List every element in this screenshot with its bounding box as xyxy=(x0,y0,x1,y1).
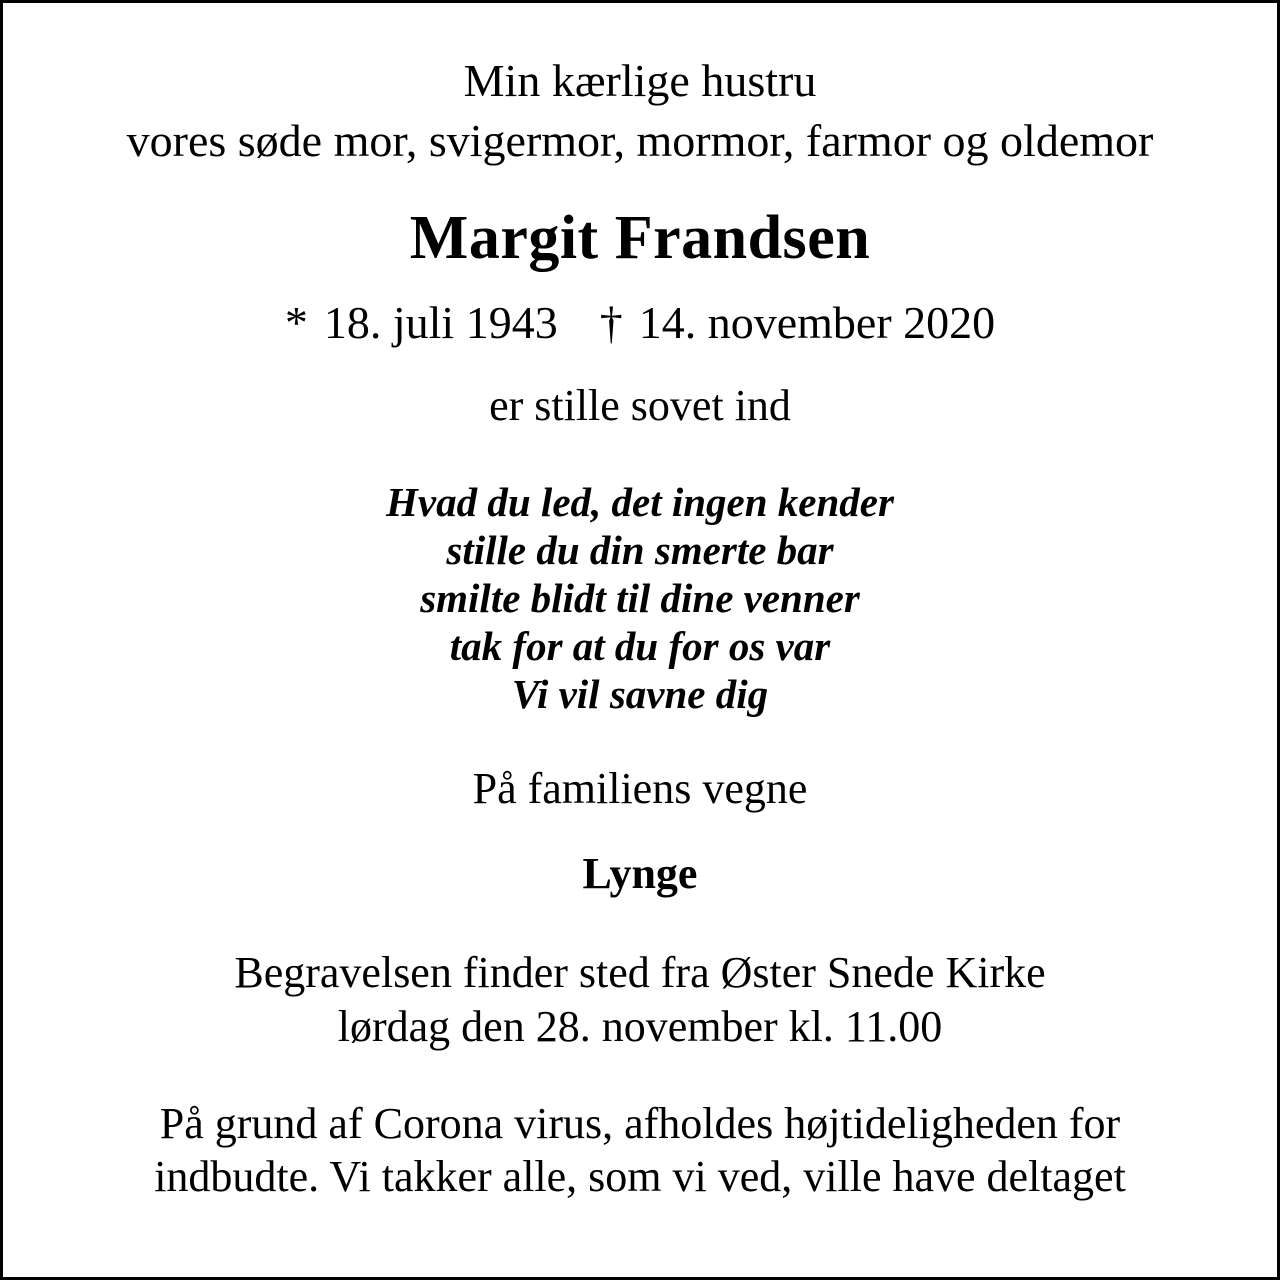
corona-notice-line-1: På grund af Corona virus, afholdes højtideligheden for xyxy=(159,1098,1121,1148)
life-dates-block xyxy=(285,297,995,349)
place-block xyxy=(583,849,698,898)
birth-date: 18. juli 1943 xyxy=(323,297,558,349)
corona-notice-line-2: indbudte. Vi takker alle, som vi ved, ville have deltaget xyxy=(154,1152,1126,1202)
passing-phrase-block xyxy=(489,381,791,430)
funeral-details-block xyxy=(234,944,1045,1051)
heading-line-1: Min kærlige hustru xyxy=(463,55,817,106)
family-statement-block xyxy=(473,764,808,813)
memorial-verse xyxy=(386,478,894,718)
verse-line: tak for at du for os var xyxy=(449,622,831,669)
funeral-location: Begravelsen finder sted fra Øster Snede Kirke xyxy=(234,948,1046,998)
verse-line: smilte blidt til dine venner xyxy=(420,575,860,622)
life-dates xyxy=(285,297,995,349)
heading-line-2: vores søde mor, svigermor, mormor, farmor og oldemor xyxy=(126,114,1154,166)
verse-line: Vi vil savne dig xyxy=(511,670,769,717)
deceased-name-block xyxy=(410,204,870,273)
verse-line: stille du din smerte bar xyxy=(446,527,834,574)
death-symbol-dagger-icon: † xyxy=(599,297,623,349)
family-statement: På familiens vegne xyxy=(472,763,808,813)
relationship-heading xyxy=(127,55,1154,166)
funeral-datetime: lørdag den 28. november kl. 11.00 xyxy=(337,1001,943,1051)
passing-phrase: er stille sovet ind xyxy=(489,380,791,430)
corona-notice-block xyxy=(154,1095,1126,1202)
verse-line: Hvad du led, det ingen kender xyxy=(386,479,894,526)
death-date: 14. november 2020 xyxy=(638,297,996,349)
deceased-name: Margit Frandsen xyxy=(409,204,871,273)
birth-symbol-asterisk-icon: * xyxy=(284,297,308,349)
place-name: Lynge xyxy=(582,849,698,899)
